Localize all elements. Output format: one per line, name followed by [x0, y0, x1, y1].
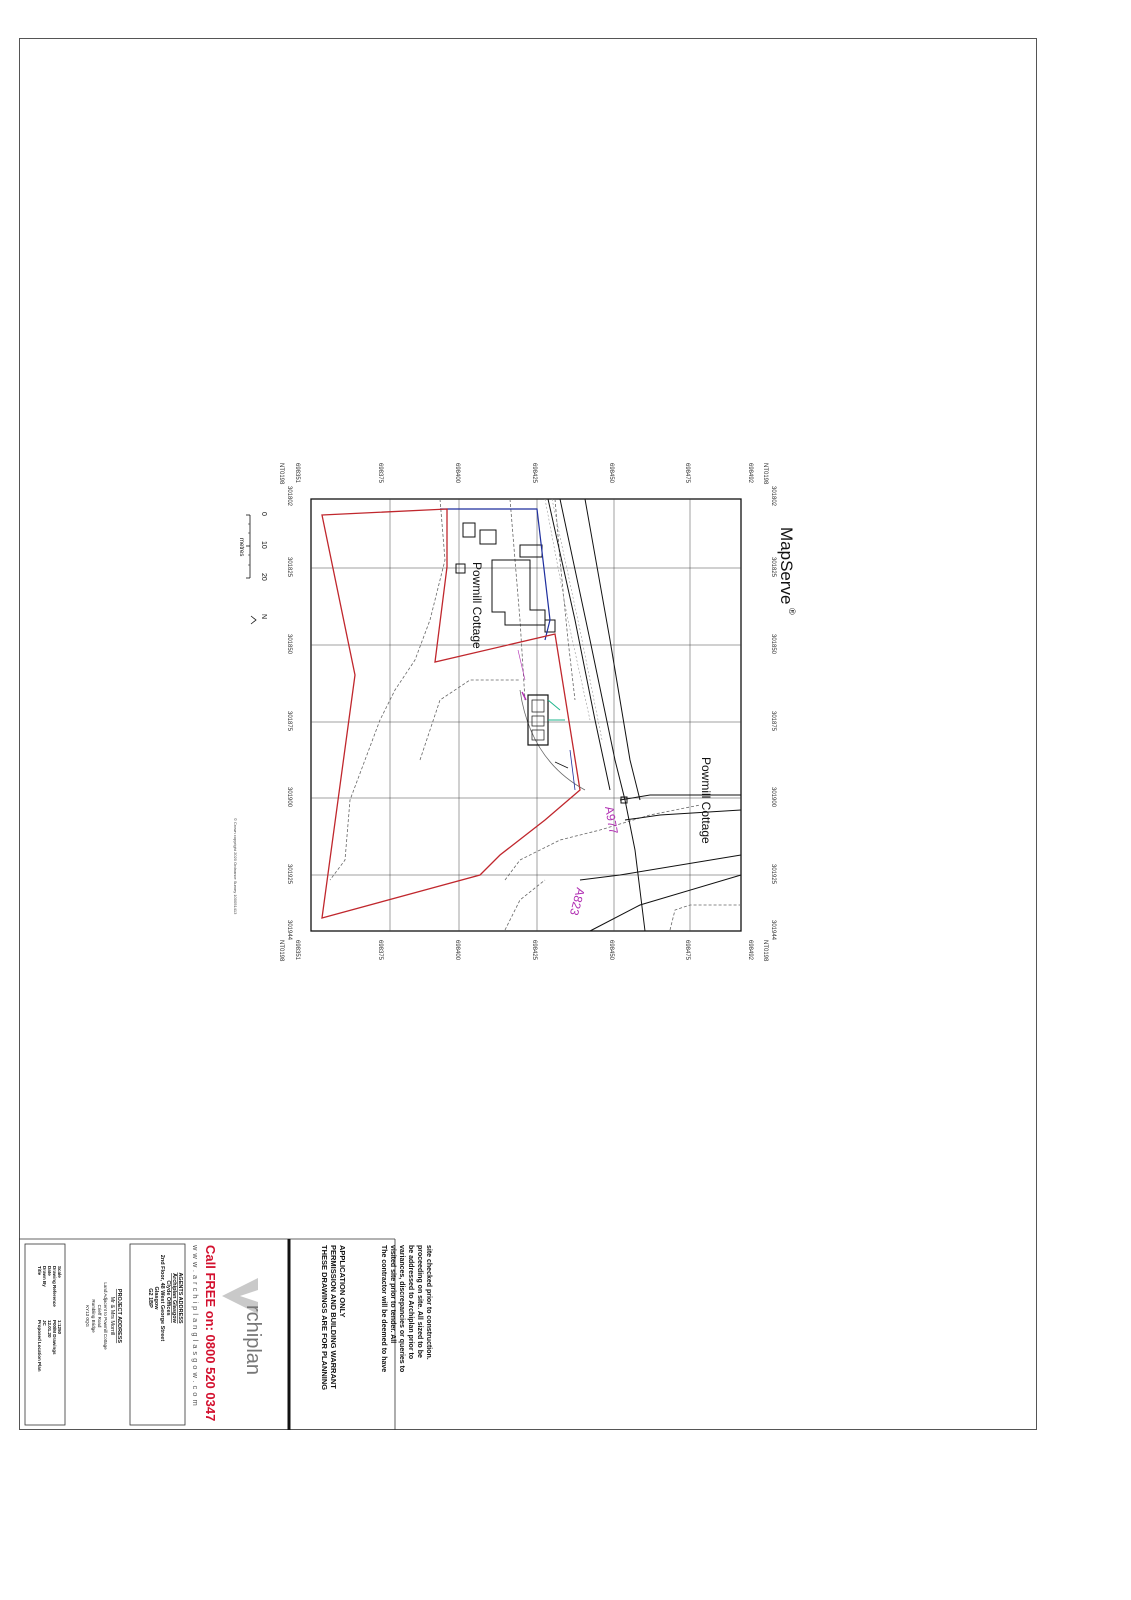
- agents-line: Clyde Offices: [165, 1280, 171, 1316]
- road-label-a823: A823: [566, 886, 588, 917]
- drawn-value: JC: [42, 1320, 47, 1326]
- project-line: Crieff Road: [97, 1304, 102, 1328]
- disclaimer-line: be addressed to Archiplan prior to: [407, 1245, 414, 1360]
- northing-label: 698351: [294, 463, 300, 484]
- road-label-a977: A977: [602, 805, 621, 836]
- easting-label: 301925: [286, 864, 292, 885]
- disclaimer-text: [380, 1245, 432, 1372]
- agents-heading: AGENTS ADDRESS: [177, 1272, 183, 1324]
- easting-label: 301850: [770, 634, 776, 655]
- title-block: [19, 1239, 432, 1430]
- scale-value: 1:1250: [57, 1320, 62, 1335]
- logo-wordmark: rchiplan: [242, 1305, 264, 1376]
- easting-label: 301802: [286, 486, 292, 507]
- planning-note-line: PERMISSION AND BUILDING WARRANT: [329, 1245, 338, 1389]
- grid-lines: [311, 499, 741, 931]
- easting-label: 301944: [286, 920, 292, 941]
- northing-label: 698492: [747, 940, 753, 961]
- drawing-info: [37, 1266, 62, 1372]
- date-value: 12.01.20: [47, 1320, 52, 1338]
- northing-label: 698425: [531, 940, 537, 961]
- scale-label: Scale: [57, 1266, 62, 1278]
- disclaimer-line: proceeding on site. All sized to be: [416, 1245, 423, 1358]
- map-frame: [311, 499, 741, 931]
- scale-tick-label: 20: [260, 573, 267, 581]
- site-boundary: [322, 509, 580, 918]
- agents-address: [147, 1255, 183, 1342]
- project-line: Mr & Mrs Morrill: [109, 1296, 115, 1336]
- easting-label: 301825: [286, 557, 292, 578]
- easting-label: 301900: [286, 787, 292, 808]
- northing-label: 698375: [377, 940, 383, 961]
- planning-note-line: THESE DRAWINGS ARE FOR PLANNING: [320, 1245, 329, 1391]
- easting-label: 301875: [286, 711, 292, 732]
- phone-number[interactable]: Call FREE on: 0800 520 0347: [203, 1245, 218, 1422]
- place-label-cottage-left: Powmill Cottage: [470, 562, 484, 649]
- disclaimer-line: site checked prior to construction.: [425, 1245, 432, 1360]
- planning-note-line: APPLICATION ONLY: [338, 1245, 347, 1318]
- agents-project-box: [130, 1244, 185, 1425]
- disclaimer: [380, 1245, 432, 1372]
- website-link[interactable]: www.archiplanglasgow.com: [191, 1245, 200, 1409]
- drawn-label: Drawn By: [42, 1266, 47, 1287]
- north-label: N: [260, 614, 267, 620]
- northing-label: 698400: [454, 463, 460, 484]
- north-arrow-icon: [251, 614, 267, 624]
- disclaimer-line: visited site prior to tender. All: [389, 1245, 396, 1344]
- easting-label: 301802: [770, 486, 776, 507]
- drawing-ref-label: Drawing Reference: [52, 1266, 57, 1307]
- scale-unit-label: metres: [238, 538, 244, 557]
- easting-label: 301825: [770, 557, 776, 578]
- proposed-dwelling: [518, 650, 585, 790]
- northing-label: 698492: [747, 463, 753, 484]
- mapserve-logo: MapServe: [777, 527, 796, 605]
- crown-copyright: © Crown copyright 2020 Ordnance Survey 100051413: [233, 818, 238, 915]
- easting-label: 301944: [770, 920, 776, 941]
- northing-label: 698375: [377, 463, 383, 484]
- ownership-boundary: [440, 509, 550, 640]
- roads: [548, 499, 741, 931]
- northing-label: 698400: [454, 940, 460, 961]
- northing-labels-top: [278, 463, 768, 485]
- agents-line: G2 1BP: [147, 1288, 153, 1308]
- northing-label: 698425: [531, 463, 537, 484]
- easting-label: 301850: [286, 634, 292, 655]
- title-value: Proposed Location Plan: [37, 1320, 42, 1372]
- northing-label: 698450: [608, 940, 614, 961]
- disclaimer-line: The contractor will be deemed to have: [380, 1245, 387, 1373]
- grid-ref-top-right: NT0198: [762, 463, 768, 485]
- easting-labels-left: [286, 486, 292, 941]
- northing-label: 698450: [608, 463, 614, 484]
- scale-bar: [238, 512, 267, 581]
- grid-ref-bottom-left: NT0198: [278, 940, 284, 962]
- project-address: [85, 1282, 122, 1350]
- scale-tick-label: 10: [260, 541, 267, 549]
- place-label-cottage-right: Powmill Cottage: [699, 757, 713, 844]
- scale-tick-label: 0: [260, 512, 267, 516]
- grid-ref-top-left: NT0198: [278, 463, 284, 485]
- northing-labels-bottom: [278, 940, 768, 962]
- project-heading: PROJECT ADDRESS: [116, 1288, 122, 1344]
- easting-labels-right: [770, 486, 776, 941]
- northing-label: 698475: [684, 940, 690, 961]
- title-label: Title: [37, 1266, 42, 1276]
- easting-label: 301875: [770, 711, 776, 732]
- date-label: Date: [47, 1266, 52, 1276]
- agents-line: Archiplan Glasgow: [171, 1273, 177, 1323]
- project-line: Rumbling Bridge: [91, 1299, 96, 1333]
- drawing-ref-value: P00/M Drawings: [52, 1320, 57, 1355]
- agents-line: Glasgow: [153, 1286, 159, 1310]
- project-line: Land Adjacent to Powmill Cottage: [103, 1282, 108, 1350]
- easting-label: 301900: [770, 787, 776, 808]
- archiplan-logo: [222, 1278, 264, 1375]
- grid-ref-bottom-right: NT0198: [762, 940, 768, 962]
- disclaimer-line: variances, discrepancies or queries to: [398, 1245, 405, 1373]
- mapserve-registered-mark: ®: [787, 608, 797, 615]
- agents-line: 2nd Floor, 48 West George Street: [159, 1254, 165, 1342]
- project-line: KY13 0QG: [85, 1305, 90, 1327]
- planning-note: [320, 1245, 347, 1390]
- northing-label: 698475: [684, 463, 690, 484]
- northing-label: 698351: [294, 940, 300, 961]
- easting-label: 301925: [770, 864, 776, 885]
